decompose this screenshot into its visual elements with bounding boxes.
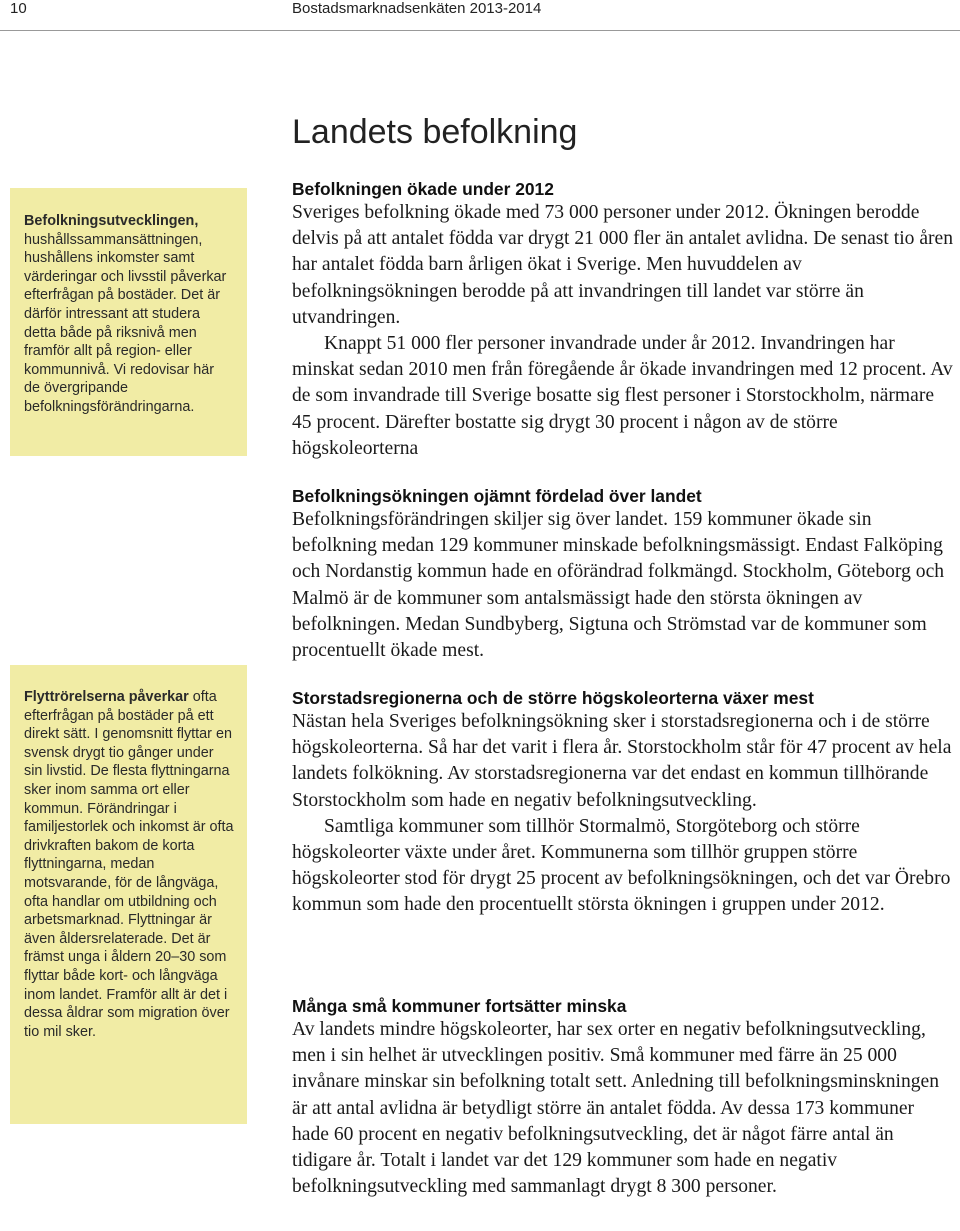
paragraph: Befolkningsförändringen skiljer sig över landet. 159 kommuner ökade sin befolkning medan 129 kommuner minskade befolkningsmässigt. Endast Falköping och Nordanstig kommun hade en oförändrad folkmängd. Stockholm, Göteborg och Malmö är de kommuner som antalsmässigt hade den största ökningen av befolkningen. Medan Sundbyberg, Sigtuna och Strömstad var de kommuner som procentuellt ökade mest. bbox=[292, 509, 945, 662]
header-rule bbox=[0, 30, 960, 31]
section-heading: Storstadsregionerna och de större högskoleorterna växer mest bbox=[292, 688, 814, 708]
section-uneven-distribution bbox=[292, 485, 954, 664]
sidebar-box-lead: Befolkningsutvecklingen, bbox=[24, 213, 199, 229]
section-small-municipalities bbox=[292, 995, 954, 1200]
section-population-increase bbox=[292, 178, 954, 462]
sidebar-box-body: ofta efterfrågan på bostäder på ett direkt sätt. I genomsnitt flyttar en svensk drygt tio gånger under sin livstid. De flesta flyttningarna sker inom samma ort eller kommun. Förändringar i familjestorlek och inkomst är ofta drivkraften bakom de korta flyttningarna, medan motsvarande, för de långväga, ofta handlar om utbildning och arbetsmarknad. Flyttningar är även åldersrelaterade. Det är främst unga i åldern 20–30 som flyttar både kort- och långväga inom landet. Framför allt är det i dessa åldrar som migration över tio mil sker. bbox=[24, 689, 234, 1040]
paragraph: Sveriges befolkning ökade med 73 000 personer under 2012. Ökningen berodde delvis på att antalet födda var drygt 21 000 fler än antalet avlidna. De senast tio åren har antalet födda barn årligen ökat i Sverige. Men huvuddelen av befolkningsökningen berodde på att invandringen till landet var större än utvandringen. bbox=[292, 202, 954, 328]
section-heading: Många små kommuner fortsätter minska bbox=[292, 996, 627, 1016]
publication-title: Bostadsmarknadsenkäten 2013-2014 bbox=[292, 0, 542, 17]
page-number: 10 bbox=[10, 0, 27, 17]
sidebar-box-lead: Flyttrörelserna påverkar bbox=[24, 689, 189, 705]
sidebar-box-body: hushållssammansättningen, hushållens inkomster samt värderingar och livsstil påverkar efterfrågan på bostäder. Det är därför intressant att studera detta både på riksnivå men framför allt på region- eller kommunnivå. Vi redovisar här de övergripande befolkningsförändringarna. bbox=[24, 231, 227, 415]
paragraph: Av landets mindre högskoleorter, har sex orter en negativ befolkningsutveckling, men i sin helhet är utvecklingen positiv. Små kommuner med färre än 25 000 invånare minskar sin befolkning totalt sett. Anledning till befolkningsminskningen är att antal avlidna är betydligt större än antalet födda. Av dessa 173 kommuner hade 60 procent en negativ befolkningsutveckling, det är något färre antal än tidigare år. Totalt i landet var det 129 kommuner som hade en negativ befolkningsutveckling med sammanlagt drygt 8 300 personer. bbox=[292, 1019, 940, 1198]
section-metro-regions bbox=[292, 687, 954, 919]
paragraph: Samtliga kommuner som tillhör Stormalmö, Storgöteborg och större högskoleorter växte under året. Kommunerna som tillhör gruppen större högskoleorter stod för drygt 25 procent av befolkningsökningen, och det var Örebro kommun som hade den procentuellt största ökningen i gruppen under 2012. bbox=[292, 815, 951, 916]
sidebar-box-text bbox=[24, 688, 234, 1041]
page-header bbox=[0, 0, 960, 30]
sidebar-box-population bbox=[10, 188, 247, 456]
paragraph: Knappt 51 000 fler personer invandrade under år 2012. Invandringen har minskat sedan 2010 men från föregående år ökade invandringen med 12 procent. Av de som invandrade till Sverige bosatte sig flest personer i Storstockholm, närmare 45 procent. Därefter bostatte sig drygt 30 procent i någon av de större högskoleorterna bbox=[292, 333, 953, 459]
section-heading: Befolkningen ökade under 2012 bbox=[292, 179, 554, 199]
page-title: Landets befolkning bbox=[292, 113, 578, 151]
sidebar-box-migration bbox=[10, 665, 247, 1124]
sidebar-box-text bbox=[24, 212, 234, 417]
paragraph: Nästan hela Sveriges befolkningsökning sker i storstadsregionerna och i de större högskoleorterna. Så har det varit i flera år. Storstockholm står för 47 procent av hela landets folkökning. Av storstadsregionerna var det endast en kommun tillhörande Storstockholm som hade en negativ befolkningsutveckling. bbox=[292, 711, 952, 811]
section-heading: Befolkningsökningen ojämnt fördelad över landet bbox=[292, 486, 702, 506]
